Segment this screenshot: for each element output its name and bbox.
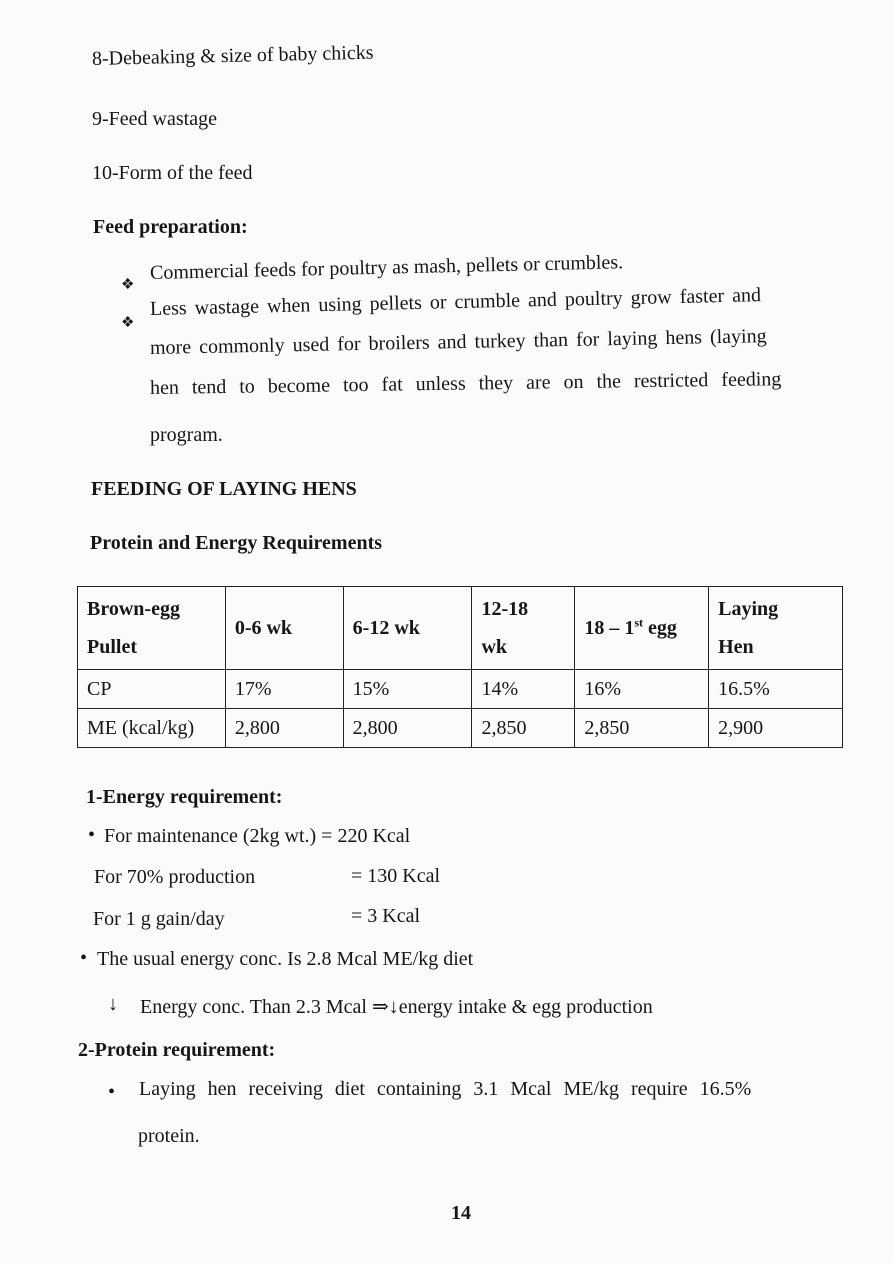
energy-production-label: For 70% production — [94, 866, 256, 888]
energy-heading: 1-Energy requirement: — [86, 786, 283, 808]
energy-maintenance: For maintenance (2kg wt.) = 220 Kcal — [104, 825, 411, 847]
table-cell: 15% — [343, 670, 472, 709]
table-header-cell — [472, 587, 575, 670]
header-wk: wk — [481, 636, 508, 658]
table-header-cell — [78, 587, 226, 670]
feed-prep-bullet-2-line-1: Less wastage when using pellets or crumble and poultry grow faster and — [149, 284, 762, 320]
list-item-9: 9-Feed wastage — [92, 108, 217, 130]
header-superscript: st — [634, 615, 643, 630]
table-cell: 2,850 — [575, 709, 709, 748]
table-cell: ME (kcal/kg) — [78, 709, 226, 748]
table-cell: 16.5% — [709, 670, 843, 709]
feed-prep-bullet-1: Commercial feeds for poultry as mash, pellets or crumbles. — [149, 251, 624, 284]
dot-bullet-icon: • — [108, 1081, 116, 1103]
protein-heading: 2-Protein requirement: — [78, 1039, 276, 1061]
section-title: FEEDING OF LAYING HENS — [91, 478, 357, 500]
table-header-row — [78, 587, 843, 670]
table-cell: CP — [78, 670, 226, 709]
down-arrow-icon: ↓ — [108, 993, 118, 1015]
table-header-cell: 0-6 wk — [225, 587, 343, 670]
energy-low-conc: Energy conc. Than 2.3 Mcal ⇒↓energy intake & egg production — [140, 996, 653, 1018]
table-cell: 2,900 — [709, 709, 843, 748]
table-cell: 2,800 — [343, 709, 472, 748]
table-cell: 2,850 — [472, 709, 575, 748]
table-cell: 17% — [225, 670, 343, 709]
table-header-cell — [709, 587, 843, 670]
header-laying: Laying — [718, 598, 779, 620]
subsection-title: Protein and Energy Requirements — [90, 532, 383, 554]
feed-prep-bullet-2-line-3: hen tend to become too fat unless they are on the restricted feeding — [149, 368, 782, 399]
header-brown-egg: Brown-egg — [87, 598, 180, 620]
dot-bullet-icon: • — [88, 824, 96, 846]
header-pullet: Pullet — [87, 636, 137, 658]
dot-bullet-icon: • — [80, 947, 88, 969]
energy-gain-value: = 3 Kcal — [351, 905, 421, 927]
feed-prep-bullet-2-line-2: more commonly used for broilers and turkey than for laying hens (laying — [149, 325, 767, 359]
table-cell: 14% — [472, 670, 575, 709]
diamond-bullet-icon: ❖ — [121, 315, 135, 331]
header-12-18: 12-18 — [481, 598, 529, 620]
protein-line-1: Laying hen receiving diet containing 3.1 Mcal ME/kg require 16.5% — [139, 1078, 752, 1100]
protein-line-2: protein. — [138, 1125, 200, 1147]
energy-usual-conc: The usual energy conc. Is 2.8 Mcal ME/kg diet — [97, 948, 474, 970]
table-header-cell — [575, 587, 709, 670]
table-cell: 2,800 — [225, 709, 343, 748]
energy-gain-label: For 1 g gain/day — [93, 908, 225, 930]
list-item-8: 8-Debeaking & size of baby chicks — [91, 41, 374, 70]
table-row — [78, 670, 843, 709]
energy-production-value: = 130 Kcal — [351, 865, 441, 887]
table-cell: 16% — [575, 670, 709, 709]
header-hen: Hen — [718, 636, 754, 658]
feed-preparation-heading: Feed preparation: — [93, 216, 248, 238]
table-header-cell: 6-12 wk — [343, 587, 472, 670]
list-item-10: 10-Form of the feed — [92, 162, 253, 184]
feed-prep-bullet-2-line-4: program. — [150, 424, 223, 446]
header-18-first: 18 – 1 — [584, 617, 635, 639]
requirements-table — [77, 586, 843, 748]
header-egg: egg — [643, 617, 677, 639]
table-row — [78, 709, 843, 748]
diamond-bullet-icon: ❖ — [121, 277, 135, 293]
page-number: 14 — [451, 1202, 471, 1224]
